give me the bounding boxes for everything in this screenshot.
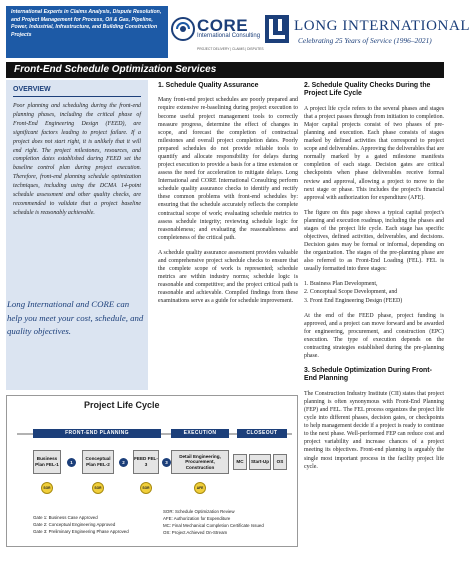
promo-text: Long International and CORE can help you meet your cost, schedule, and quality objectives. — [7, 299, 144, 337]
section-3-heading: 3. Schedule Optimization During Front-End Planning — [304, 367, 432, 383]
core-logo-name: CORE — [197, 16, 249, 35]
core-logo-sub: International Consulting — [197, 33, 261, 39]
long-international-logo — [264, 14, 470, 54]
gate-marker: 1 — [67, 458, 76, 467]
phase-execution: EXECUTION — [171, 429, 229, 438]
core-logo-tag: PROJECT DELIVERY | CLAIMS | DISPUTES — [197, 47, 264, 51]
overview-text: Poor planning and scheduling during the front-end planning phases, including the critical phase of Front-End Engineering Design (FEED), are significant factors leading to project failure. If a project does not start right, it is unlikely that it will end right. The project milestones, resources, and completion dates established during FEED set the baseline control plan during project execution. Therefore, front-end planning schedule optimization techniques, including using the DCMA 14-point schedule assessment and other quality checks, are recommended to validate that a project baseline schedule is reasonably achievable. — [13, 103, 141, 216]
section-2-paragraph-2: The figure on this page shows a typical capital project's planning and execution roadmap, including the phases and stages of the project life cycle. Each stage has specific objectives, defined activities, deliverables, and decisions. Decision gates may be formal or informal, depending on the organization. The stages of the pre-planning phase are also referred to as Front-End Loading (FEL). FEL is usually formatted into three stages: — [304, 209, 444, 273]
stage-feed: FEED FEL-3 — [133, 450, 159, 474]
section-2-paragraph-1: A project life cycle refers to the several phases and stages that a project passes through from initiation to completion. Major capital projects consist of two phases of pre-planning and execution. Each phase consists of stages marked by defined activities that correspond to project scope and deliverables. Approving the deliverables that are normally marked by a gated milestone manifests completion of each stage. Decision gates are critical checkpoints when phase deliverables receive formal review and approval, allowing a project to move to the next stage or phase. This includes the project's financial approval with authorization for expenditure (AFE). — [304, 105, 444, 201]
list-item: 2. Conceptual Scope Development, and — [304, 289, 398, 296]
stage-detail-epc: Detail Engineering, Procurement, Construction — [171, 450, 229, 474]
stage-start-up: Start-Up — [249, 454, 271, 470]
diagram-title: Project Life Cycle — [84, 400, 160, 410]
overview-panel — [6, 80, 148, 390]
list-item: 1. Business Plan Development, — [304, 281, 378, 288]
milestone-sor: SOR — [92, 482, 104, 494]
li-logo-name: LONG INTERNATIONAL — [294, 18, 470, 34]
section-1-paragraph-2: A schedule quality assurance assessment provides valuable and comprehensive project schedule checks to ensure that the complete scope of work is represented; schedule metrics are within industry norms; schedule logic is reasonable and competitive; and the project critical path is reasonable and achievable. Compiled findings from these examinations serve as a guide for schedule improvement. — [158, 249, 298, 305]
legend-sor: SOR: Schedule Optimization Review — [163, 509, 235, 514]
section-3-paragraph-1: The Construction Industry Institute (CII) states that project planning is often synonymous with Front-End Planning (FEP) and FEL. The FEL process organizes the project life cycle into different phases, decision gates, or checkpoints to help management decide if a project is ready to continue to the next phase. Well-performed FEP can reduce cost and project variability and increase chances of a project meeting its objectives. Front-end planning is arguably the single most important process in the facility project life cycle. — [304, 390, 444, 470]
page-title: Front-End Schedule Optimization Services — [6, 62, 444, 78]
gate-marker: 2 — [119, 458, 128, 467]
page-header — [0, 0, 470, 62]
stage-business-plan: Business Plan FEL-1 — [33, 450, 61, 474]
legend-gate-3: Gate 3: Preliminary Engineering Phase Approved — [33, 529, 129, 534]
li-logo-sub: Celebrating 25 Years of Service (1996–2021) — [298, 36, 432, 45]
milestone-sor: SOR — [41, 482, 53, 494]
overview-heading: OVERVIEW — [13, 86, 141, 97]
legend-mc: MC: Final Mechanical Completion Certificate Issued — [163, 523, 264, 528]
project-life-cycle-diagram — [6, 395, 298, 547]
stage-mc: MC — [233, 454, 247, 470]
section-1-heading: 1. Schedule Quality Assurance — [158, 82, 259, 89]
core-logo — [171, 14, 264, 54]
core-mark-icon — [171, 16, 195, 42]
gate-marker: 3 — [162, 458, 171, 467]
legend-os: OS: Project Achieved On-Stream — [163, 530, 228, 535]
section-1-paragraph-1: Many front-end project schedules are poorly prepared and require extensive re-baselining during project execution to become useful project management tools to correctly measure progress, determine the effect of changes in scope, and forecast the completion of contractual milestones and overall project completion dates. Poorly prepared schedules do not provide reliable tools to quantify and allocate responsibility for delays during project execution to provide a basis for a time extension or assess the need for acceleration to mitigate delays. Long International and CORE International Consulting perform schedule quality assurance checks to identify and rectify these common problems with front-end schedules by: ensuring that the schedule accurately reflects the complete contractual scope of work; evaluating schedule metrics to assess schedule integrity; reviewing schedule logic for reasonableness; and evaluating the reasonableness and completeness of the critical path. — [158, 97, 298, 241]
legend-gate-2: Gate 2: Conceptual Engineering Approved — [33, 522, 116, 527]
column-middle — [158, 82, 298, 312]
milestone-sor: SOR — [140, 482, 152, 494]
legend-gate-1: Gate 1: Business Case Approved — [33, 515, 98, 520]
phase-front-end-planning: FRONT-END PLANNING — [33, 429, 161, 438]
diagram-legend — [31, 509, 291, 542]
legend-afe: AFE: Authorization for Expenditure — [163, 516, 231, 521]
section-2-paragraph-3: At the end of the FEED phase, project funding is approved, and a project can move forward and be awarded for engineering, procurement, and construction (EPC) execution. The type of execution depends on the contracting strategies established during the pre-planning phase. — [304, 312, 444, 359]
column-right — [304, 82, 444, 478]
li-mark-icon — [264, 14, 290, 44]
list-item: 3. Front End Engineering Design (FEED) — [304, 297, 403, 304]
section-2-heading: 2. Schedule Quality Checks During the Project Life Cycle — [304, 82, 431, 98]
phase-closeout: CLOSEOUT — [237, 429, 287, 438]
fel-stage-list — [304, 280, 444, 304]
stage-os: OS — [273, 454, 287, 470]
tagline-box: International Experts in Claims Analysis, Dispute Resolution, and Project Management for Process, Oil & Gas, Pipeline, Power, Industrial, Infrastructure, and Building Construction Projects — [6, 6, 168, 58]
milestone-afe: AFE — [194, 482, 206, 494]
stage-conceptual-plan: Conceptual Plan FEL-2 — [82, 450, 114, 474]
